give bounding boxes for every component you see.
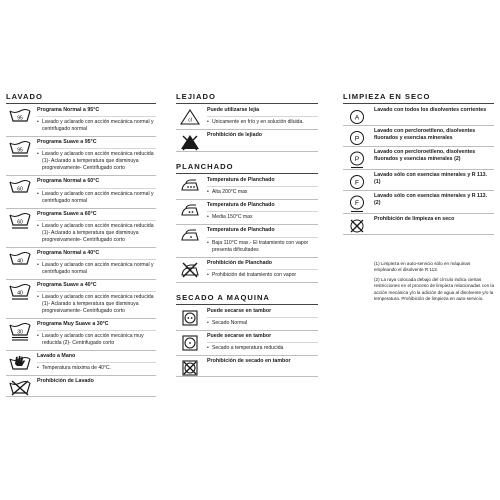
footnote-2: (2) La raya colocada debajo del círculo indica ciertas restricciones en el proceso de limpieza relacionadas con la acción mecánica y/o la adición de agua al disolvente y/o la temperatura. Prohibición de limpieza en auto-servicio.: [374, 276, 495, 302]
item-title: Prohibición de lejiado: [207, 132, 263, 139]
item-title: Prohibición de Lavado: [37, 378, 94, 385]
circle-p-icon: [349, 130, 365, 146]
column-limpieza: [343, 92, 494, 306]
item-title: Lavado con percloroetileno, disolventes fluorados y esencias minerales: [374, 128, 476, 142]
tub-temp-label: 30: [17, 329, 23, 336]
list-item: [343, 191, 494, 214]
iron-1-dot-icon: [180, 229, 200, 256]
item-title: Temperatura de Planchado: [207, 227, 275, 234]
item-desc: Temperatura máxima de 40°C.: [42, 365, 112, 372]
no-iron-icon: [180, 262, 200, 282]
list-item: [176, 130, 318, 152]
item-title: Programa Normal a 95°C: [37, 107, 100, 113]
tub-40-icon: [9, 252, 31, 279]
list-item: Temperatura de Planchado • Baja 110°C max.- El tratamiento con vapor presenta dificultades: [176, 225, 318, 257]
section-title-lavado: LAVADO: [6, 92, 156, 104]
dc-letter: F: [355, 179, 359, 187]
list-item: 40 Programa Normal a 40°C • Lavado y aclarado con acción mecánica normal y centrifugado normal: [6, 248, 156, 280]
tub-temp-label: 40: [17, 290, 23, 297]
item-desc: Lavado y aclarado con acción mecánica normal y centrifugado normal: [42, 190, 154, 204]
item-title: Lavado sólo con esencias minerales y R 113. (2): [374, 193, 488, 207]
item-title: Temperatura de Planchado: [207, 202, 275, 209]
no-tumble-dry-icon: [182, 360, 198, 376]
item-title: Programa Normal a 60°C: [37, 178, 100, 185]
item-title: Lavado a Mano: [37, 353, 76, 360]
tub-temp-label: 40: [17, 258, 23, 265]
item-desc: Alta 200°C max: [212, 189, 248, 196]
list-item: Puede secarse en tambor • Secado a temperatura reducida: [176, 331, 318, 356]
item-title: Prohibición de secado en tambor: [207, 358, 291, 365]
triangle-cl-icon: [180, 109, 200, 129]
dc-letter: A: [354, 114, 360, 122]
list-item: Temperatura de Planchado • Alta 200°C max: [176, 175, 318, 200]
item-title: Prohibición de limpieza en seco: [374, 216, 455, 222]
list-item: [6, 376, 156, 397]
iron-2-dots-icon: [180, 204, 200, 224]
item-desc: Lavado y aclarado con acción mecánica normal y centrifugado normal: [42, 119, 154, 133]
list-item: 60 Programa Normal a 60°C • Lavado y aclarado con acción mecánica normal y centrifugado normal: [6, 176, 156, 208]
item-title: Temperatura de Planchado: [207, 177, 275, 184]
item-title: Programa Normal a 40°C: [37, 249, 100, 256]
item-title: Programa Suave a 40°C: [37, 281, 97, 288]
item-desc: Lavado y aclarado con acción mecánica reducida (1)- Aclarado a temperatura que disminuya progresivamente- Centrifugado corto: [42, 222, 154, 243]
list-item: 60 Programa Suave a 60°C • Lavado y aclarado con acción mecánica reducida (1)- Aclarado a temperatura que disminuya progresivamente- Centrifugado corto: [6, 209, 156, 248]
item-desc: Secado a temperatura reducida: [212, 345, 284, 352]
list-item: 95 Programa Suave a 95°C • Lavado y aclarado con acción mecánica reducida (1)- Aclarado a temperatura que disminuya progresivamente- Centrifugado corto: [6, 137, 156, 176]
item-desc: Media 150°C max: [212, 214, 253, 221]
section-title-lejiado: LEJIADO: [176, 92, 318, 104]
column-lavado: [6, 92, 156, 397]
no-bleach-icon: [180, 134, 200, 151]
list-item: 95 Programa Normal a 95°C • Lavado y aclarado con acción mecánica normal y centrifugado normal: [6, 105, 156, 137]
no-wash-icon: [9, 380, 31, 396]
list-item: cl Puede utilizarse lejía • Unicamente en frío y en solución diluida.: [176, 105, 318, 130]
tub-temp-label: 60: [17, 219, 23, 226]
list-item: [343, 170, 494, 191]
tumble-dry-low-icon: [182, 335, 198, 355]
circle-p-underline-icon: [349, 151, 365, 169]
item-desc: Unicamente en frío y en solución diluida.: [212, 119, 304, 126]
item-title: Puede secarse en tambor: [207, 332, 272, 339]
dc-letter: F: [355, 199, 359, 207]
tub-60-icon: [9, 180, 31, 207]
list-item: [176, 356, 318, 377]
tub-60-underline-icon: [9, 213, 31, 247]
tub-30-double-underline-icon: [9, 323, 31, 350]
footnote-1: (1) Limpieza en auto-servicio sólo en máquinas empleando el disolvente R 113.: [374, 261, 471, 273]
no-dry-clean-icon: [349, 218, 365, 234]
list-item: [343, 214, 494, 235]
item-title: Lavado con percloroetileno, disolventes fluorados y esencias minerales (2): [374, 149, 476, 163]
column-middle: [176, 92, 318, 377]
item-title: Prohibición de Planchado: [207, 259, 273, 266]
dc-letter: P: [354, 135, 360, 143]
item-desc: Lavado y aclarado con acción mecánica muy reducida (2)- Centrifugado corto: [42, 333, 144, 347]
circle-a-icon: [349, 109, 365, 125]
item-title: Programa Suave a 60°C: [37, 210, 97, 217]
section-title-limpieza: LIMPIEZA EN SECO: [343, 92, 494, 104]
footnotes: [343, 261, 494, 306]
item-title: Puede utilizarse lejía: [207, 107, 260, 113]
list-item: 40 Programa Suave a 40°C • Lavado y aclarado con acción mecánica reducida (1)- Aclarado a temperatura que disminuya progresivamente- Centrifugado corto: [6, 280, 156, 319]
dc-letter: P: [354, 155, 360, 163]
tub-40-underline-icon: [9, 284, 31, 318]
section-title-planchado: PLANCHADO: [176, 162, 318, 174]
tub-temp-label: 60: [17, 186, 23, 193]
circle-f-underline-icon: [349, 195, 365, 213]
list-item: Lavado a Mano • Temperatura máxima de 40°C.: [6, 351, 156, 376]
list-item: Prohibición de Planchado • Prohibición del tratamiento con vapor: [176, 258, 318, 283]
item-title: Programa Muy Suave a 30°C: [37, 321, 109, 328]
item-desc: Lavado y aclarado con acción mecánica normal y centrifugado normal: [42, 261, 154, 275]
item-desc: Prohibición del tratamiento con vapor: [212, 271, 297, 278]
section-title-secado: SECADO A MAQUINA: [176, 293, 318, 305]
bleach-label: cl: [188, 117, 192, 124]
tub-temp-label: 95: [17, 147, 23, 154]
circle-f-icon: [349, 174, 365, 190]
tub-95-icon: [9, 109, 31, 136]
item-title: Lavado sólo con esencias minerales y R 113. (1): [374, 172, 488, 186]
hand-wash-icon: [9, 355, 31, 375]
list-item: Puede secarse en tambor • Secado Normal: [176, 306, 318, 331]
tumble-dry-normal-icon: [182, 310, 198, 330]
item-desc: Lavado y aclarado con acción mecánica reducida (1)- Aclarado a temperatura que disminuya progresivamente- Centrifugado corto: [42, 294, 154, 315]
list-item: [343, 105, 494, 126]
tub-95-underline-icon: [9, 141, 31, 175]
item-title: Puede secarse en tambor: [207, 307, 272, 314]
list-item: 30 Programa Muy Suave a 30°C • Lavado y aclarado con acción mecánica muy reducida (2)- Centrifugado corto: [6, 319, 156, 351]
item-desc: Lavado y aclarado con acción mecánica reducida (1)- Aclarado a temperatura que disminuya progresivamente- Centrifugado corto: [42, 151, 154, 172]
item-title: Programa Suave a 95°C: [37, 139, 97, 146]
iron-3-dots-icon: [180, 179, 200, 199]
list-item: Temperatura de Planchado • Media 150°C max: [176, 200, 318, 225]
item-desc: Baja 110°C max.- El tratamiento con vapor presenta dificultades: [212, 239, 309, 253]
item-title: Lavado con todos los disolventes corrientes: [374, 107, 487, 113]
tub-temp-label: 95: [17, 115, 23, 122]
list-item: [343, 126, 494, 147]
list-item: [343, 147, 494, 170]
item-desc: Secado Normal: [212, 319, 248, 326]
